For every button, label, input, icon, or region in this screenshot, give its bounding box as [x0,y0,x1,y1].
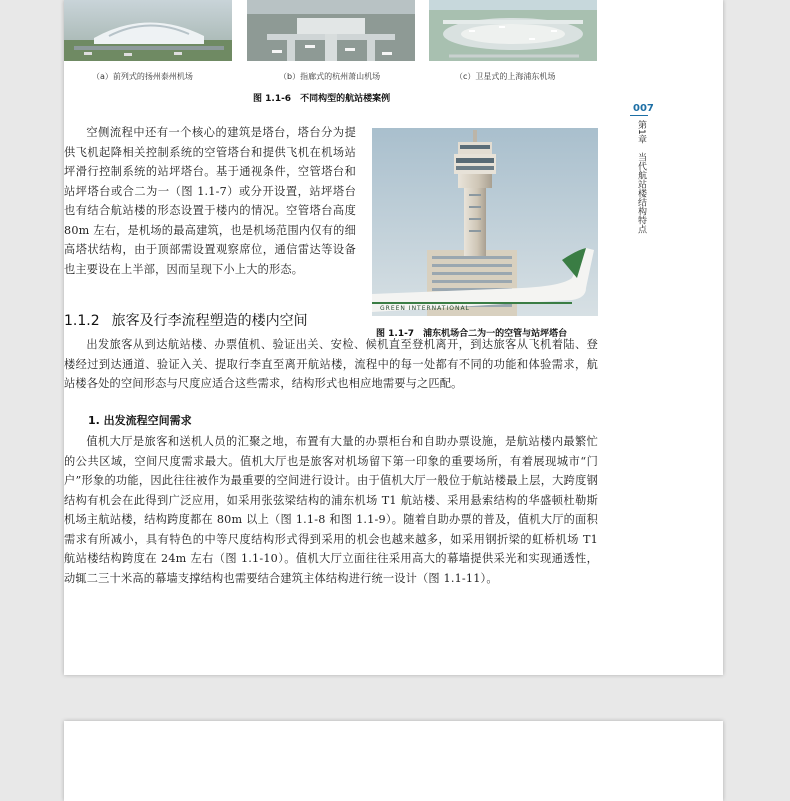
photo-yangzhou-taizhou-airport [64,0,232,61]
photo-pudong-control-tower [372,128,598,316]
sidebar-rule [630,115,648,116]
figure-1-1-6-caption-a: （a）前列式的扬州泰州机场 [92,72,193,81]
page-number: 007 [633,103,654,114]
paragraph-departure-hall: 值机大厅是旅客和送机人员的汇聚之地，布置有大量的办票柜台和自助办票设施，是航站楼内最繁忙的公共区域，空间尺度需求最大。值机大厅也是旅客对机场留下第一印象的重要场所，有着展现城市“门户”形象的功能，因此往往被作为最重要的空间进行设计。由于值机大厅一般位于航站楼最上层，大跨度钢结构有机会在此得到广泛应用，如采用张弦梁结构的浦东机场 T1 航站楼、采用悬索结构的华盛顿杜勒斯机场主航站楼，结构跨度都在 80m 以上（图 1.1-8 和图 1.1-9）。随着自助办票的普及，值机大厅的面积需求有所减小，具有特色的中等尺度结构形式得到采用的机会也越来越多，如采用钢折梁的虹桥机场 T1 航站楼结构跨度在 24m 左右（图 1.1-10）。值机大厅立面往往采用高大的幕墙提供采光和实现通透性，动辄二三十米高的幕墙支撑结构也需要结合建筑主体结构进行统一设计（图 1.1-11）。 [64,435,598,585]
figure-1-1-6-caption-c: （c）卫星式的上海浦东机场 [455,72,556,81]
photo-shanghai-pudong-airport [429,0,597,61]
plane-lettering: GREEN INTERNATIONAL [380,305,470,312]
photo-hangzhou-xiaoshan-airport [247,0,415,61]
figure-1-1-6-caption: 图 1.1-6 不同构型的航站楼案例 [253,94,391,104]
section-number: 1.1.2 [64,313,100,329]
paragraph-passenger-flow: 出发旅客从到达航站楼、办票值机、验证出关、安检、候机直至登机离开，到达旅客从飞机着陆、登楼经过到达通道、验证入关、提取行李直至离开航站楼，流程中的每一处都有不同的功能和体验需求，航站楼各处的空间形态与尺度应适合这些需求，结构形式也相应地需要与之匹配。 [64,338,598,390]
section-heading [64,310,308,330]
section-title: 旅客及行李流程塑造的楼内空间 [111,313,308,329]
figure-1-1-6-caption-b: （b）指廊式的杭州萧山机场 [279,72,381,81]
paragraph-control-tower: 空侧流程中还有一个核心的建筑是塔台，塔台分为提供飞机起降相关控制系统的空管塔台和提供飞机在机场站坪滑行控制系统的站坪塔台。基于通视条件，空管塔台和站坪塔台或合二为一（图 1.1-7）或分开设置，站坪塔台也有结合航站楼的形态设置于楼内的情况。空管塔台高度 80m 左右，是机场的最高建筑，也是机场范围内仅有的细高塔状结构，由于顶部需设置观察席位，通信雷达等设备也主要设在上半部，因而呈现下小上大的形态。 [64,126,356,276]
subsection-heading: 1. 出发流程空间需求 [88,414,192,427]
chapter-title: 第1章 当代航站楼结构特点 [636,120,646,234]
figure-1-1-7-caption: 图 1.1-7 浦东机场合二为一的空管与站坪塔台 [376,329,568,339]
next-book-page [64,721,723,801]
